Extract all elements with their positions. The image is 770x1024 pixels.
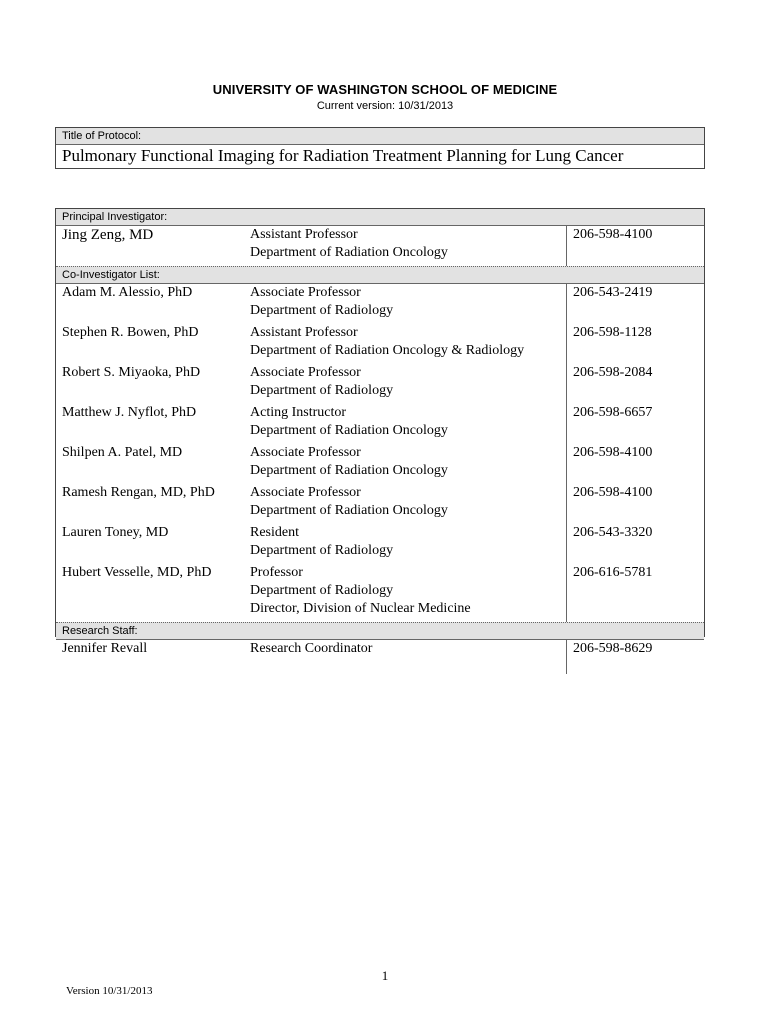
person-roles	[244, 284, 566, 324]
person-row	[56, 524, 704, 564]
person-role-line: Department of Radiation Oncology & Radiology	[250, 343, 525, 358]
person-roles	[244, 444, 566, 484]
person-roles	[244, 640, 566, 674]
person-phone: 206-598-1128	[566, 324, 704, 364]
pi-section	[56, 226, 704, 266]
person-roles	[244, 404, 566, 444]
person-phone: 206-598-4100	[566, 226, 704, 266]
footer-version: Version 10/31/2013	[66, 985, 153, 997]
person-row	[56, 484, 704, 524]
person-role-line: Department of Radiology	[250, 383, 394, 398]
person-phone: 206-543-2419	[566, 284, 704, 324]
person-name: Jing Zeng, MD	[62, 227, 154, 243]
page-number: 1	[381, 968, 389, 983]
person-name: Adam M. Alessio, PhD	[62, 285, 193, 300]
person-role-line: Associate Professor	[250, 285, 361, 300]
protocol-title-box	[55, 127, 705, 169]
person-role-line: Associate Professor	[250, 365, 361, 380]
person-row	[56, 444, 704, 484]
person-roles	[244, 564, 566, 622]
co-investigator-section-label: Co-Investigator List:	[56, 266, 704, 284]
person-name: Ramesh Rengan, MD, PhD	[62, 485, 215, 500]
person-row	[56, 404, 704, 444]
person-name: Shilpen A. Patel, MD	[62, 445, 183, 460]
protocol-title: Pulmonary Functional Imaging for Radiation Treatment Planning for Lung Cancer	[62, 146, 624, 165]
person-row	[56, 640, 704, 674]
person-roles	[244, 364, 566, 404]
person-name: Lauren Toney, MD	[62, 525, 169, 540]
person-role-line: Director, Division of Nuclear Medicine	[250, 601, 471, 616]
person-phone: 206-598-6657	[566, 404, 704, 444]
institution-name: UNIVERSITY OF WASHINGTON SCHOOL OF MEDICINE	[212, 82, 558, 97]
person-row	[56, 226, 704, 266]
pi-section-label: Principal Investigator:	[56, 209, 704, 226]
person-name: Hubert Vesselle, MD, PhD	[62, 565, 212, 580]
person-phone: 206-598-2084	[566, 364, 704, 404]
person-roles	[244, 484, 566, 524]
document-header	[0, 82, 770, 112]
co-investigator-section	[56, 284, 704, 622]
research-staff-section	[56, 640, 704, 674]
person-role-line: Resident	[250, 525, 299, 540]
person-phone: 206-598-8629	[566, 640, 704, 674]
person-roles	[244, 324, 566, 364]
person-role-line: Department of Radiation Oncology	[250, 463, 448, 478]
person-role-line: Associate Professor	[250, 485, 361, 500]
person-role-line: Professor	[250, 565, 303, 580]
person-name: Matthew J. Nyflot, PhD	[62, 405, 197, 420]
person-row	[56, 284, 704, 324]
person-role-line: Research Coordinator	[250, 641, 373, 656]
person-roles	[244, 524, 566, 564]
person-role-line: Department of Radiation Oncology	[250, 245, 448, 260]
person-row	[56, 564, 704, 622]
person-roles	[244, 226, 566, 266]
research-staff-section-label: Research Staff:	[56, 622, 704, 640]
person-name: Stephen R. Bowen, PhD	[62, 325, 199, 340]
person-phone: 206-616-5781	[566, 564, 704, 622]
person-role-line: Department of Radiation Oncology	[250, 503, 448, 518]
person-phone: 206-598-4100	[566, 484, 704, 524]
person-role-line: Associate Professor	[250, 445, 361, 460]
current-version: Current version: 10/31/2013	[316, 100, 454, 112]
person-role-line: Acting Instructor	[250, 405, 347, 420]
personnel-table	[55, 208, 705, 656]
person-row	[56, 364, 704, 404]
person-role-line: Assistant Professor	[250, 325, 358, 340]
person-role-line: Department of Radiology	[250, 543, 394, 558]
person-role-line: Department of Radiology	[250, 303, 394, 318]
protocol-title-label: Title of Protocol:	[56, 128, 704, 145]
person-name: Jennifer Revall	[62, 641, 148, 656]
person-role-line: Assistant Professor	[250, 227, 358, 242]
person-row	[56, 324, 704, 364]
person-name: Robert S. Miyaoka, PhD	[62, 365, 201, 380]
person-phone: 206-598-4100	[566, 444, 704, 484]
person-role-line: Department of Radiation Oncology	[250, 423, 448, 438]
person-role-line: Department of Radiology	[250, 583, 394, 598]
person-phone: 206-543-3320	[566, 524, 704, 564]
